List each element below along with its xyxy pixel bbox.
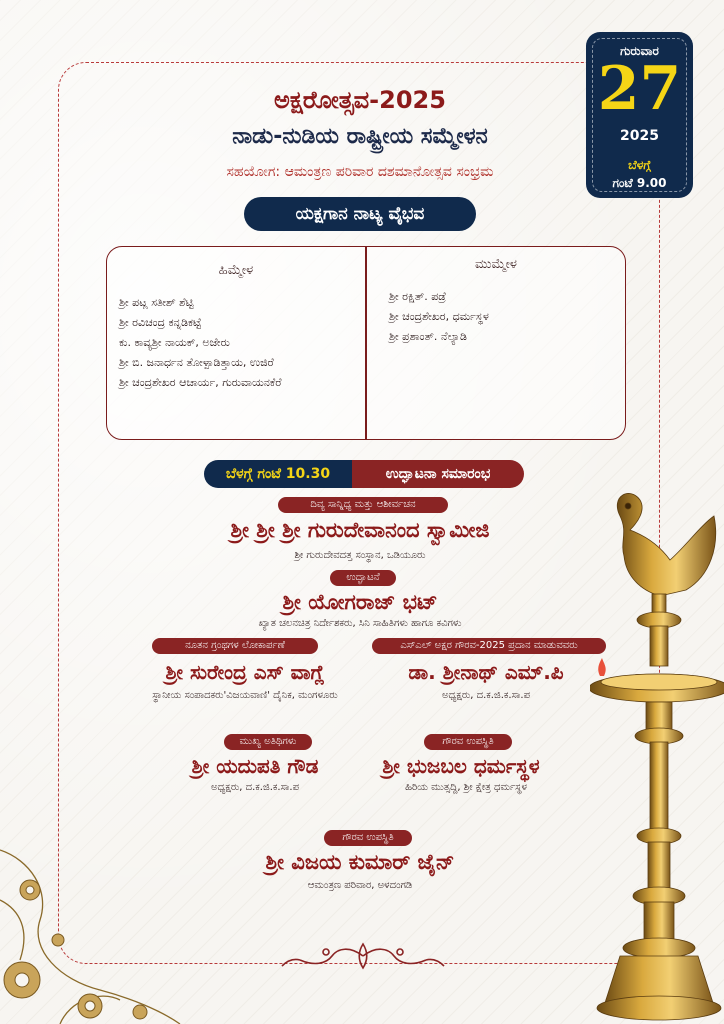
collaboration-text: ಸಹಯೋಗ: ಆಮಂತ್ರಣ ಪರಿವಾರ ದಶಮಾನೋತ್ಸವ ಸಂಭ್ರಮ <box>226 164 494 180</box>
mummela-heading: ಮುಮ್ಮೇಳ <box>475 257 517 272</box>
honor-tag: ಗೌರವ ಉಪಸ್ಥಿತಿ <box>424 734 512 750</box>
list-item: ಕು. ಕಾವ್ಯಶ್ರೀ ನಾಯಕ್, ಅಜೇರು <box>119 336 230 349</box>
award-tag: ಎಸ್ಎಲ್ ಅಕ್ಷರ ಗೌರವ-2025 ಪ್ರದಾನ ಮಾಡುವವರು <box>372 638 606 654</box>
date-box <box>586 32 693 198</box>
session-time: ಬೆಳಗ್ಗೆ ಗಂಟೆ 10.30 <box>204 460 352 488</box>
himmela-heading: ಹಿಮ್ಮೇಳ <box>218 263 254 278</box>
table-column-divider <box>365 247 367 439</box>
list-item: ಶ್ರೀ ರಕ್ಷಿತ್. ಪಡ್ರೆ <box>389 290 447 303</box>
list-item: ಶ್ರೀ ಬಿ. ಜನಾರ್ಧನ ತೋಳ್ಪಾಡಿತ್ತಾಯ, ಉಜಿರೆ <box>119 356 274 369</box>
list-item: ಶ್ರೀ ರವಿಚಂದ್ರ ಕನ್ನಡಿಕಟ್ಟೆ <box>119 316 202 329</box>
event-subtitle: ನಾಡು-ನುಡಿಯ ರಾಷ್ಟ್ರೀಯ ಸಮ್ಮೇಳನ <box>232 124 488 149</box>
blessing-name: ಶ್ರೀ ಶ್ರೀ ಶ್ರೀ ಗುರುದೇವಾನಂದ ಸ್ವಾಮೀಜಿ <box>230 518 490 542</box>
list-item: ಶ್ರೀ ಪಟ್ಲ ಸತೀಶ್ ಶೆಟ್ಟಿ <box>119 296 194 309</box>
list-item: ಶ್ರೀ ಪ್ರಶಾಂತ್. ನೆಲ್ಯಾಡಿ <box>389 330 467 343</box>
date-day: ಗುರುವಾರ <box>620 44 659 58</box>
event-title: ಅಕ್ಷರೋತ್ಸವ-2025 <box>274 86 446 114</box>
book-release-name: ಶ್ರೀ ಸುರೇಂದ್ರ ಎಸ್ ವಾಗ್ಲೆ <box>165 660 325 684</box>
inauguration-name: ಶ್ರೀ ಯೋಗರಾಜ್ ಭಟ್ <box>282 590 438 614</box>
award-presenter-subtitle: ಅಧ್ಯಕ್ಷರು, ದ.ಕ.ಜಿ.ಕ.ಸಾ.ಪ <box>441 690 530 701</box>
session-event: ಉದ್ಘಾಟನಾ ಸಮಾರಂಭ <box>352 460 524 488</box>
honor-guest-subtitle: ಹಿರಿಯ ಮುತ್ಸದ್ದಿ, ಶ್ರೀ ಕ್ಷೇತ್ರ ಧರ್ಮಸ್ಥಳ <box>405 782 527 793</box>
book-release-tag: ನೂತನ ಗ್ರಂಥಗಳ ಲೋಕಾರ್ಪಣೆ <box>152 638 318 654</box>
chief-guest-subtitle: ಅಧ್ಯಕ್ಷರು, ದ.ಕ.ಜಿ.ಕ.ಸಾ.ಪ <box>210 782 299 793</box>
program-pill: ಯಕ್ಷಗಾನ ನಾಟ್ಯ ವೈಭವ <box>244 197 476 231</box>
award-presenter-name: ಡಾ. ಶ್ರೀನಾಥ್ ಎಮ್.ಪಿ <box>408 660 564 684</box>
honor-guest-name: ಶ್ರೀ ಭುಜಬಲ ಧರ್ಮಸ್ಥಳ <box>382 754 540 778</box>
ornament-divider-icon <box>280 938 446 974</box>
chief-guest-tag: ಮುಖ್ಯ ಅತಿಥಿಗಳು <box>224 734 312 750</box>
mummela-list <box>389 287 489 347</box>
date-year: 2025 <box>620 128 659 144</box>
himmela-list <box>119 293 282 393</box>
chief-guest-name: ಶ್ರೀ ಯದುಪತಿ ಗೌಡ <box>191 754 319 778</box>
date-number: 27 <box>597 54 682 124</box>
blessing-tag: ದಿವ್ಯ ಸಾನ್ನಿಧ್ಯ ಮತ್ತು ಆಶೀರ್ವಚನ <box>278 497 448 513</box>
honor2-name: ಶ್ರೀ ವಿಜಯ ಕುಮಾರ್ ಜೈನ್ <box>265 850 455 874</box>
date-time: ಗಂಟೆ 9.00 <box>612 176 667 190</box>
blessing-subtitle: ಶ್ರೀ ಗುರುದೇವದತ್ತ ಸಂಸ್ಥಾನ, ಒಡಿಯೂರು <box>294 550 426 561</box>
honor2-subtitle: ಆಮಂತ್ರಣ ಪರಿವಾರ, ಅಳದಂಗಡಿ <box>307 880 413 891</box>
list-item: ಶ್ರೀ ಚಂದ್ರಶೇಖರ ಆಚಾರ್ಯ, ಗುರುವಾಯನಕೆರೆ <box>119 376 282 389</box>
list-item: ಶ್ರೀ ಚಂದ್ರಶೇಖರ, ಧರ್ಮಸ್ಥಳ <box>389 310 489 323</box>
date-time-label: ಬೆಳಗ್ಗೆ <box>628 158 651 172</box>
inauguration-tag: ಉದ್ಘಾಟನೆ <box>330 570 396 586</box>
book-release-subtitle: ಸ್ಥಾನೀಯ ಸಂಪಾದಕರು'ವಿಜಯವಾಣಿ' ದೈನಿಕ, ಮಂಗಳೂರು <box>152 690 338 701</box>
honor-tag-2: ಗೌರವ ಉಪಸ್ಥಿತಿ <box>324 830 412 846</box>
inauguration-subtitle: ಖ್ಯಾತ ಚಲನಚಿತ್ರ ನಿರ್ದೇಶಕರು, ಸಿನಿ ಸಾಹಿತಿಗಳು ಹಾಗೂ ಕವಿಗಳು <box>258 618 462 629</box>
brass-lamp-icon <box>590 486 724 1024</box>
yakshagana-artists-table <box>106 246 626 440</box>
session-bar <box>204 460 524 488</box>
floral-corner-icon <box>0 830 190 1024</box>
